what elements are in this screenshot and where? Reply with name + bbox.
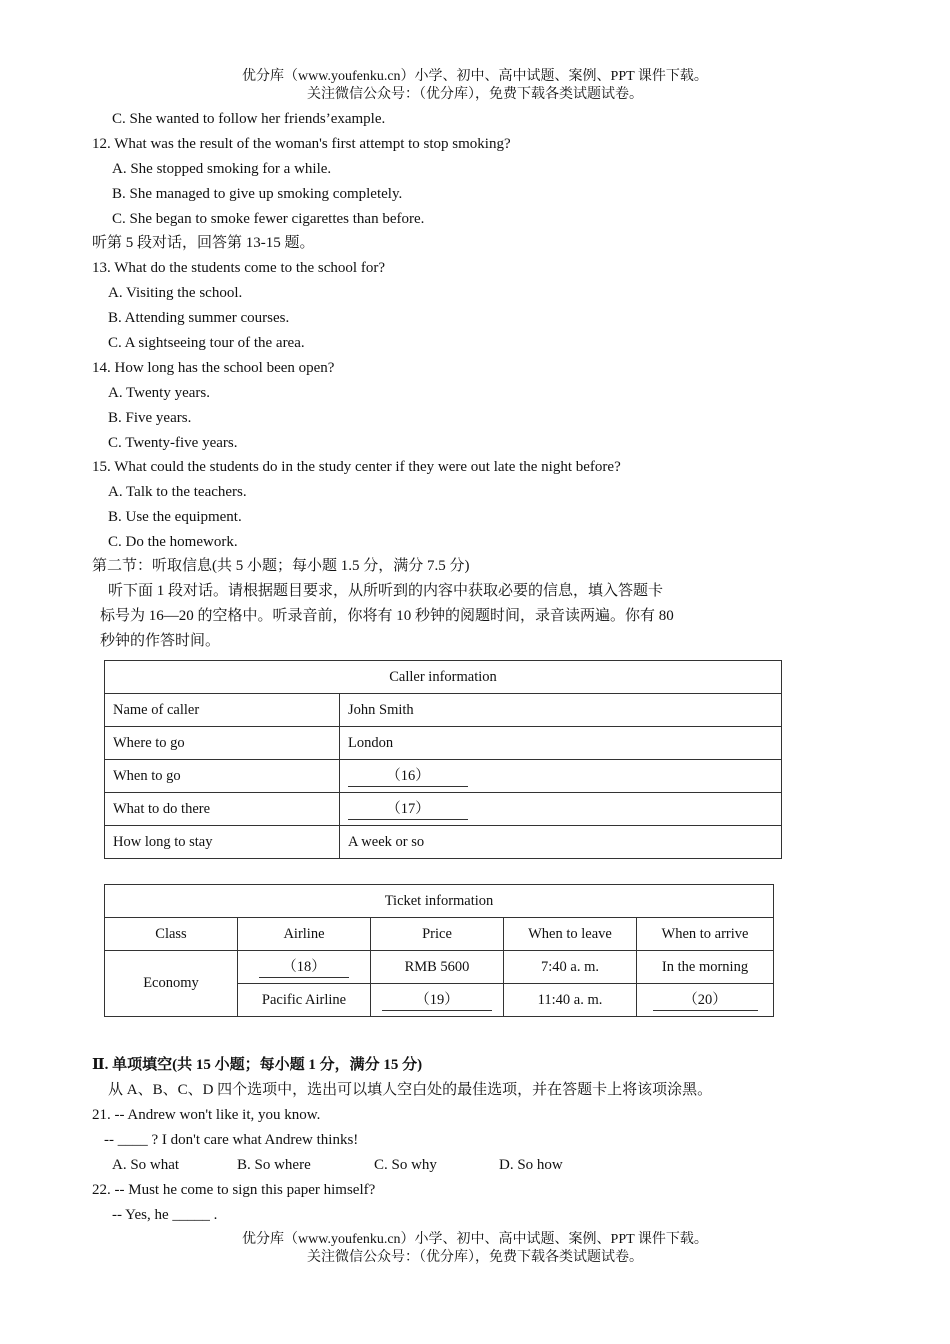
answer-blank-20 <box>637 984 774 1017</box>
blank-20: （20） <box>653 990 758 1011</box>
q14-option-c: C. Twenty-five years. <box>108 435 238 451</box>
part2-instruction-1: 听下面 1 段对话。请根据题目要求，从所听到的内容中获取必要的信息，填入答题卡 <box>108 583 664 599</box>
q21-stem: 21. -- Andrew won't like it, you know. <box>92 1107 321 1123</box>
section2-title: Ⅱ. 单项填空(共 15 小题；每小题 1 分，满分 15 分) <box>92 1057 423 1073</box>
arrive-time-1: In the morning <box>637 951 774 984</box>
header-class: Class <box>105 918 238 951</box>
q11-option-c: C. She wanted to follow her friends’example. <box>112 111 386 127</box>
leave-time-2: 11:40 a. m. <box>504 984 637 1017</box>
caller-row-label: When to go <box>105 760 340 793</box>
q14-stem: 14. How long has the school been open? <box>92 360 335 376</box>
q15-stem: 15. What could the students do in the study center if they were out late the night before? <box>92 459 621 475</box>
q13-stem: 13. What do the students come to the school for? <box>92 260 385 276</box>
table-row <box>105 918 774 951</box>
header-price: Price <box>371 918 504 951</box>
answer-blank-16 <box>340 760 782 793</box>
q13-option-c: C. A sightseeing tour of the area. <box>108 335 305 351</box>
class-value: Economy <box>105 951 238 1017</box>
caller-row-value: John Smith <box>340 694 782 727</box>
header-line-2: 关注微信公众号：（优分库），免费下载各类试题试卷。 <box>307 87 643 102</box>
header-when-to-arrive: When to arrive <box>637 918 774 951</box>
answer-blank-19 <box>371 984 504 1017</box>
table-row <box>105 727 782 760</box>
q14-option-a: A. Twenty years. <box>108 385 210 401</box>
answer-blank-17 <box>340 793 782 826</box>
ticket-table-title: Ticket information <box>105 885 774 918</box>
answer-blank-18 <box>238 951 371 984</box>
airline-value: Pacific Airline <box>238 984 371 1017</box>
part2-instruction-2: 标号为 16—20 的空格中。听录音前，你将有 10 秒钟的阅题时间，录音读两遍。你有 80 <box>100 608 674 624</box>
section-5-heading: 听第 5 段对话，回答第 13-15 题。 <box>92 235 315 251</box>
header-when-to-leave: When to leave <box>504 918 637 951</box>
caller-table-title: Caller information <box>105 661 782 694</box>
q21-option-d: D. So how <box>499 1157 563 1173</box>
caller-row-label: How long to stay <box>105 826 340 859</box>
caller-row-label: What to do there <box>105 793 340 826</box>
footer-line-1: 优分库（www.youfenku.cn）小学、初中、高中试题、案例、PPT 课件下载。 <box>242 1232 708 1247</box>
q15-option-c: C. Do the homework. <box>108 534 238 550</box>
q13-option-b: B. Attending summer courses. <box>108 310 290 326</box>
table-row <box>105 951 774 984</box>
caller-row-label: Name of caller <box>105 694 340 727</box>
q22-reply: -- Yes, he _____ . <box>112 1207 218 1223</box>
q12-option-c: C. She began to smoke fewer cigarettes than before. <box>112 211 425 227</box>
part2-instruction-3: 秒钟的作答时间。 <box>100 633 221 649</box>
q12-stem: 12. What was the result of the woman's first attempt to stop smoking? <box>92 136 511 152</box>
blank-17: （17） <box>348 799 468 820</box>
ticket-info-table <box>104 884 774 1017</box>
leave-time-1: 7:40 a. m. <box>504 951 637 984</box>
part2-title: 第二节：听取信息(共 5 小题；每小题 1.5 分，满分 7.5 分) <box>92 558 470 574</box>
q21-reply: -- ____ ? I don't care what Andrew thinks! <box>104 1132 359 1148</box>
q21-option-c: C. So why <box>374 1157 437 1173</box>
q12-option-a: A. She stopped smoking for a while. <box>112 161 332 177</box>
caller-row-value: London <box>340 727 782 760</box>
blank-19: （19） <box>382 990 492 1011</box>
caller-info-table <box>104 660 782 859</box>
blank-16: （16） <box>348 766 468 787</box>
footer-line-2: 关注微信公众号：（优分库），免费下载各类试题试卷。 <box>307 1250 643 1265</box>
caller-row-label: Where to go <box>105 727 340 760</box>
q14-option-b: B. Five years. <box>108 410 192 426</box>
section2-instruction: 从 A、B、C、D 四个选项中，选出可以填人空白处的最佳选项，并在答题卡上将该项涂黑。 <box>108 1082 713 1098</box>
q13-option-a: A. Visiting the school. <box>108 285 243 301</box>
q21-option-a: A. So what <box>112 1157 180 1173</box>
q15-option-a: A. Talk to the teachers. <box>108 484 247 500</box>
q21-option-b: B. So where <box>237 1157 311 1173</box>
price-value: RMB 5600 <box>371 951 504 984</box>
table-row <box>105 793 782 826</box>
q12-option-b: B. She managed to give up smoking completely. <box>112 186 403 202</box>
blank-18: （18） <box>259 957 349 978</box>
q22-stem: 22. -- Must he come to sign this paper himself? <box>92 1182 376 1198</box>
header-line-1: 优分库（www.youfenku.cn）小学、初中、高中试题、案例、PPT 课件下载。 <box>242 69 708 84</box>
header-airline: Airline <box>238 918 371 951</box>
table-row <box>105 694 782 727</box>
table-row <box>105 760 782 793</box>
caller-row-value: A week or so <box>340 826 782 859</box>
table-row <box>105 826 782 859</box>
q15-option-b: B. Use the equipment. <box>108 509 242 525</box>
